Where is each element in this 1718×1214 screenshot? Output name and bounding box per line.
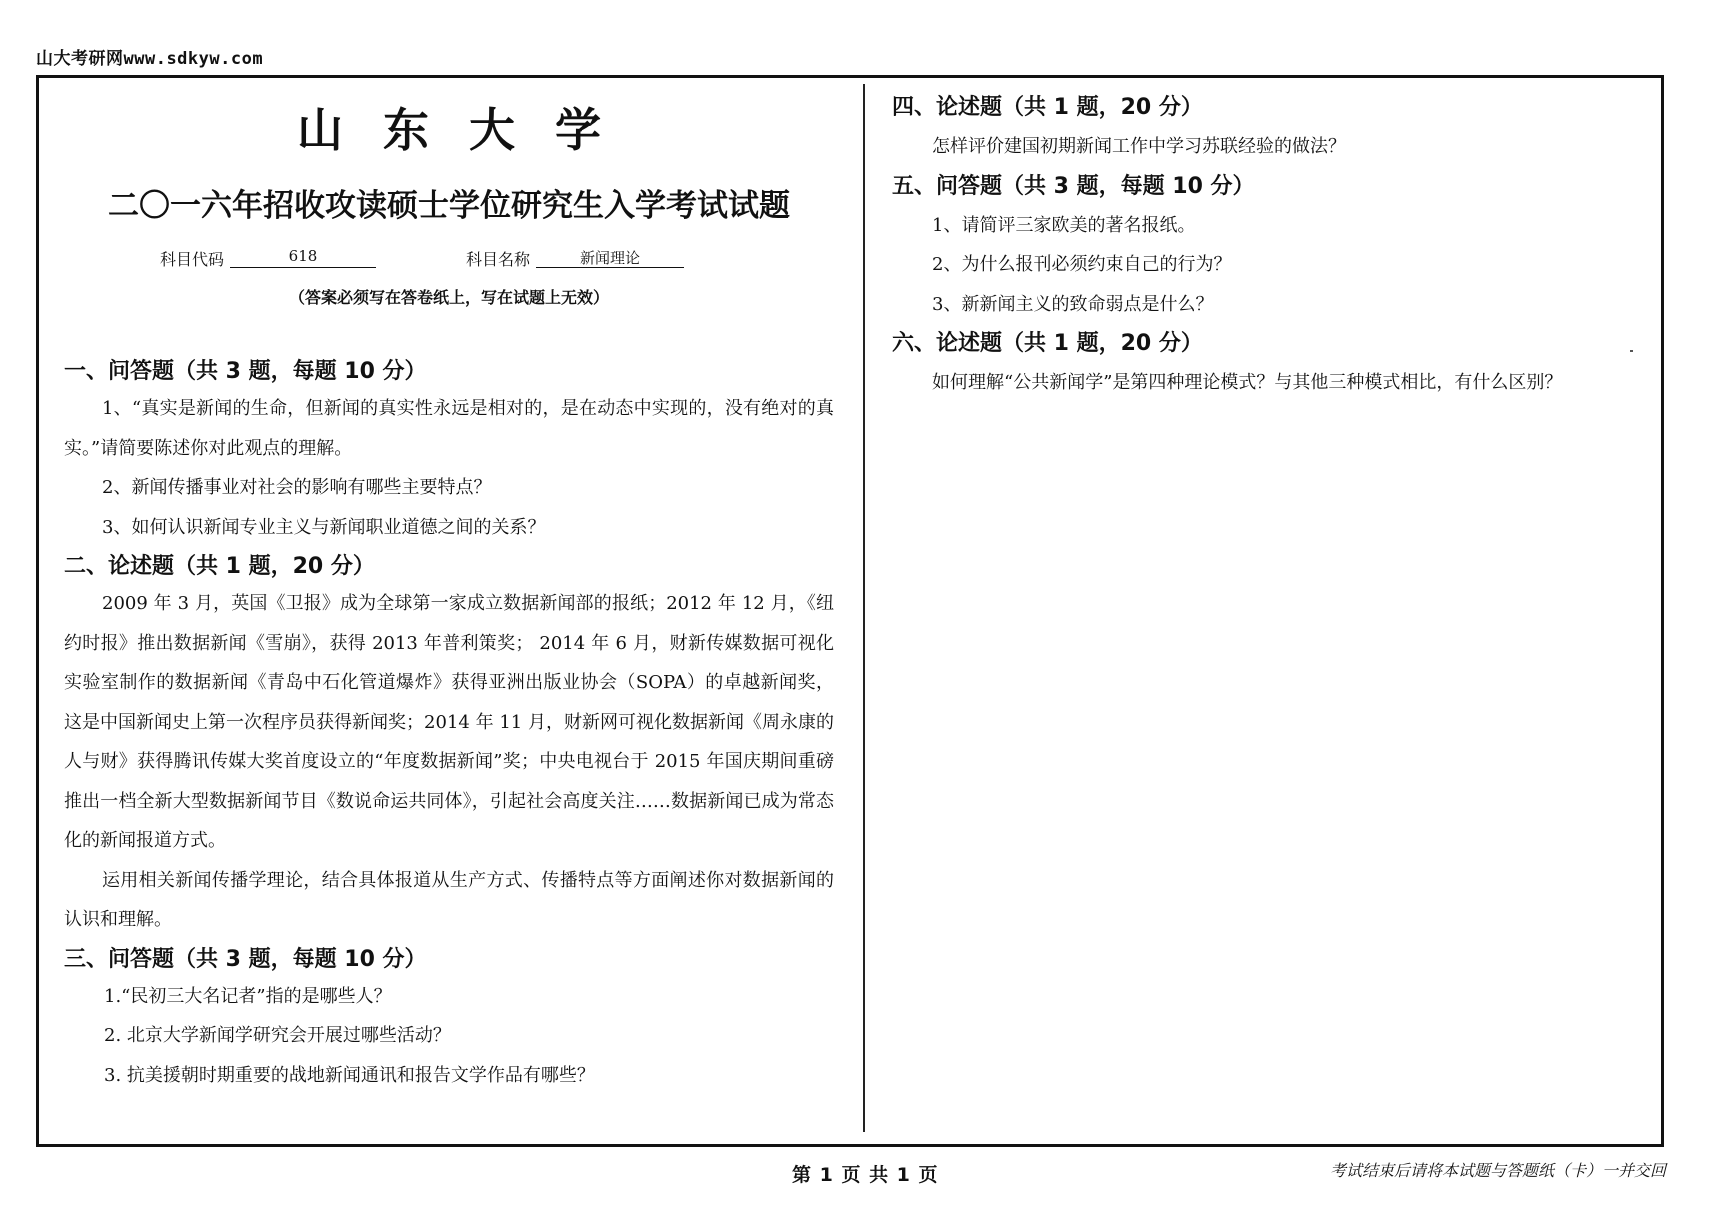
section5-question3: 3、新新闻主义的致命弱点是什么？ — [932, 293, 1214, 315]
section2-paragraph2: 运用相关新闻传播学理论，结合具体报道从生产方式、传播特点等方面阐述你对数据新闻的认识和理解。 — [64, 869, 834, 930]
section6-heading: 六、论述题（共 1 题，20 分） — [892, 331, 1203, 356]
section5-heading: 五、问答题（共 3 题，每题 10 分） — [892, 173, 1255, 199]
section3-heading: 三、问答题（共 3 题，每题 10 分） — [64, 946, 427, 972]
section4-question1: 怎样评价建国初期新闻工作中学习苏联经验的做法？ — [932, 136, 1346, 157]
watermark-text: 山大考研网www.sdkyw.com — [36, 49, 264, 69]
page-number: 第 1 页 共 1 页 — [792, 1164, 939, 1186]
section1-heading: 一、问答题（共 3 题，每题 10 分） — [64, 359, 427, 384]
section5-question1: 1、请简评三家欧美的著名报纸。 — [932, 214, 1196, 236]
section3-question1: 1.“民初三大名记者”指的是哪些人？ — [104, 985, 392, 1007]
exam-title: 二〇一六年招收攻读硕士学位研究生入学考试试题 — [108, 188, 790, 224]
section4-heading: 四、论述题（共 1 题，20 分） — [892, 95, 1203, 120]
section3-question2: 2. 北京大学新闻学研究会开展过哪些活动？ — [104, 1025, 451, 1046]
section2-paragraph1: 2009 年 3 月，英国《卫报》成为全球第一家成立数据新闻部的报纸；2012 年 12 月，《纽约时报》推出数据新闻《雪崩》，获得 2013 年普利策奖； 2014 年 6 月，财新传媒数据可视化实验室制作的数据新闻《青岛中石化管道爆炸》获得亚洲出版业协会（SOPA）的卓越新闻奖，这是中国新闻史上第一次程序员获得新闻奖；2014 年 11 月，财新网可视化数据新闻《周永康的人与财》获得腾讯传媒大奖首度设立的“年度数据新闻”奖；中央电视台于 2015 年国庆期间重磅推出一档全新大型数据新闻节目《数说命运共同体》，引起社会高度关注……数据新闻已成为常态化的新闻报道方式。 — [64, 593, 834, 851]
left-column — [64, 84, 834, 1095]
section2-heading: 二、论述题（共 1 题，20 分） — [64, 554, 375, 579]
return-note: 考试结束后请将本试题与答题纸（卡）一并交回 — [1329, 1161, 1666, 1180]
section1-question3: 3、如何认识新闻专业主义与新闻职业道德之间的关系？ — [102, 516, 546, 538]
section1-question1: 1、“真实是新闻的生命，但新闻的真实性永远是相对的，是在动态中实现的，没有绝对的真实。”请简要陈述你对此观点的理解。 — [64, 398, 834, 459]
subject-code-value: 618 — [230, 247, 376, 268]
right-column — [892, 84, 1652, 403]
section5-question2: 2、为什么报刊必须约束自己的行为？ — [932, 254, 1232, 275]
answer-note: （答案必须写在答卷纸上，写在试题上无效） — [288, 288, 609, 307]
subject-meta — [64, 247, 834, 277]
subject-code-label: 科目代码 — [160, 250, 225, 269]
university-name: 山东大学 — [297, 103, 641, 157]
section1-question2: 2、新闻传播事业对社会的影响有哪些主要特点？ — [102, 477, 492, 498]
scan-speck — [1630, 350, 1633, 352]
subject-name-value: 新闻理论 — [536, 247, 684, 268]
subject-name-label: 科目名称 — [466, 250, 531, 269]
section3-question3: 3. 抗美援朝时期重要的战地新闻通讯和报告文学作品有哪些？ — [104, 1064, 595, 1086]
section6-question1: 如何理解“公共新闻学”是第四种理论模式？与其他三种模式相比，有什么区别？ — [932, 372, 1563, 393]
column-divider — [863, 84, 865, 1132]
